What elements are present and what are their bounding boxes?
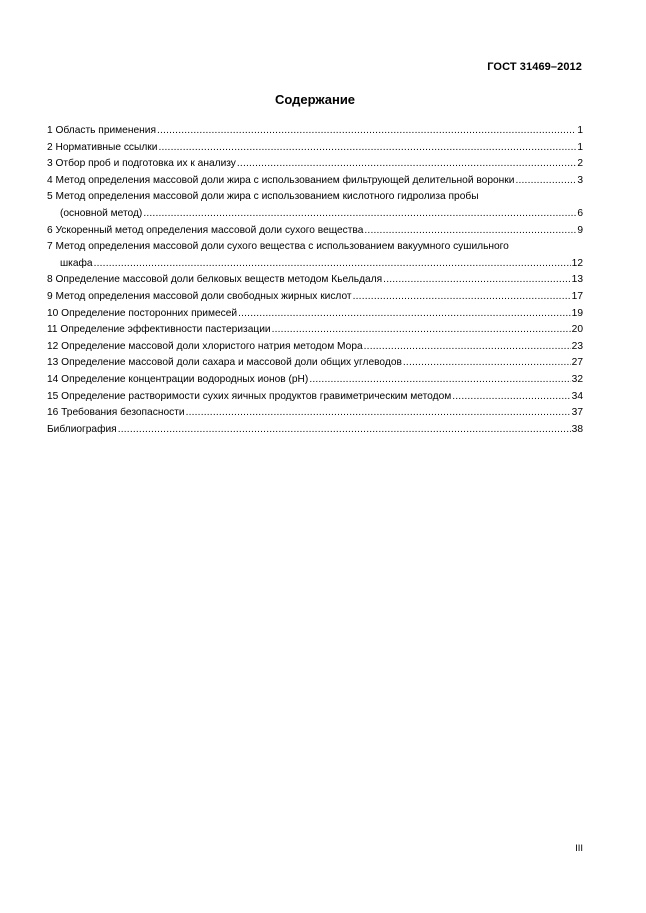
dot-leader [515, 173, 576, 190]
toc-entry-page: 32 [571, 373, 583, 385]
toc-entry-4[interactable] [47, 173, 583, 190]
toc-entry-title-line2: шкафа [60, 257, 93, 269]
toc-entry-page: 13 [571, 274, 583, 286]
dot-leader [272, 322, 571, 339]
dot-leader [403, 355, 571, 372]
toc-entry-page: 1 [577, 141, 583, 153]
toc-entry-7[interactable] [47, 239, 583, 272]
toc-entry-11[interactable] [47, 322, 583, 339]
toc-entry-title: 8 Определение массовой доли белковых веществ методом Кьельдаля [47, 274, 383, 286]
toc-heading: Содержание [274, 92, 356, 107]
toc-entry-title: 9 Метод определения массовой доли свободных жирных кислот [47, 290, 352, 302]
toc-entry-page: 19 [571, 307, 583, 319]
toc-entry-page: 38 [571, 423, 583, 435]
toc-entry-title: 10 Определение посторонних примесей [47, 307, 238, 319]
toc-entry-15[interactable] [47, 389, 583, 406]
toc-entry-14[interactable] [47, 372, 583, 389]
dot-leader [94, 256, 571, 273]
toc-entry-page: 23 [571, 340, 583, 352]
toc-entry-8[interactable] [47, 272, 583, 289]
toc-entry-title: 4 Метод определения массовой доли жира с использованием фильтрующей делительной воронки [47, 174, 515, 186]
toc-entry-5[interactable] [47, 189, 583, 222]
toc-entry-page: 20 [571, 324, 583, 336]
toc-entry-page: 27 [571, 357, 583, 369]
table-of-contents [47, 123, 583, 438]
toc-entry-page: 1 [577, 125, 583, 136]
toc-entry-page: 12 [571, 257, 583, 269]
toc-entry-title: 14 Определение концентрации водородных ионов (pH) [47, 373, 309, 385]
toc-entry-page: 6 [577, 207, 583, 219]
toc-entry-page: 34 [571, 390, 583, 402]
dot-leader [237, 156, 576, 173]
toc-entry-16[interactable] [47, 405, 583, 422]
toc-entry-page: 3 [577, 174, 583, 186]
toc-entry-title: 12 Определение массовой доли хлористого натрия методом Мора [47, 340, 363, 352]
dot-leader [186, 405, 571, 422]
toc-entry-title: 6 Ускоренный метод определения массовой доли сухого вещества [47, 224, 364, 236]
standard-number: ГОСТ 31469–2012 [487, 61, 582, 73]
toc-entry-title: 15 Определение растворимости сухих яичных продуктов гравиметрическим методом [47, 390, 452, 402]
dot-leader [143, 206, 576, 223]
dot-leader [452, 389, 570, 406]
dot-leader [158, 140, 576, 157]
page-number: III [575, 843, 583, 854]
toc-entry-title: Библиография [47, 423, 117, 435]
toc-entry-title: 2 Нормативные ссылки [47, 141, 158, 153]
toc-entry-title: 1 Область применения [47, 125, 156, 136]
toc-entry-6[interactable] [47, 223, 583, 240]
toc-entry-12[interactable] [47, 339, 583, 356]
toc-entry-title: 3 Отбор проб и подготовка их к анализу [47, 158, 236, 170]
toc-entry-page: 2 [577, 158, 583, 170]
dot-leader [353, 289, 571, 306]
toc-entry-title: 11 Определение эффективности пастеризации [47, 324, 271, 336]
toc-entry-title: 16 Требования безопасности [47, 407, 185, 419]
toc-entry-13[interactable] [47, 355, 583, 372]
toc-entry-title-line1: 5 Метод определения массовой доли жира с использованием кислотного гидролиза пробы [47, 191, 479, 203]
toc-entry-2[interactable] [47, 140, 583, 157]
toc-entry-title: 13 Определение массовой доли сахара и массовой доли общих углеводов [47, 357, 402, 369]
dot-leader [238, 306, 571, 323]
toc-entry-9[interactable] [47, 289, 583, 306]
dot-leader [364, 223, 576, 240]
dot-leader [309, 372, 570, 389]
toc-entry-10[interactable] [47, 306, 583, 323]
dot-leader [383, 272, 570, 289]
toc-entry-page: 9 [577, 224, 583, 236]
toc-entry-page: 37 [571, 407, 583, 419]
dot-leader [364, 339, 571, 356]
toc-entry-title-line2: (основной метод) [60, 207, 143, 219]
dot-leader [157, 123, 576, 140]
toc-entry-3[interactable] [47, 156, 583, 173]
toc-entry-1[interactable] [47, 123, 583, 140]
toc-entry-page: 17 [571, 290, 583, 302]
toc-entry-title-line1: 7 Метод определения массовой доли сухого вещества с использованием вакуумного сушильного [47, 241, 509, 253]
toc-entry-bibliography[interactable] [47, 422, 583, 439]
dot-leader [118, 422, 571, 439]
